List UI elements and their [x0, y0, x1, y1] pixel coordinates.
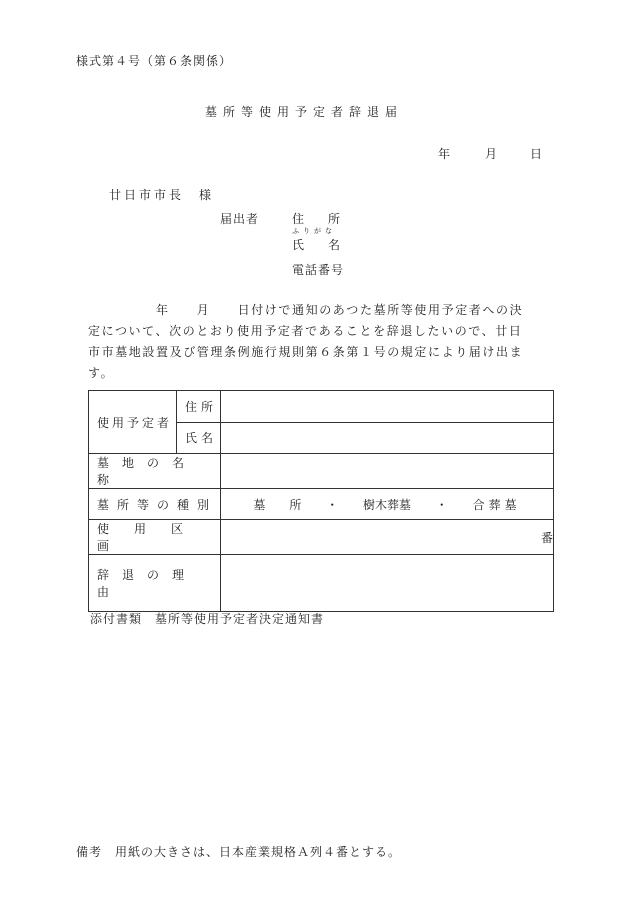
addressee: 廿日市市長 様 — [109, 188, 215, 202]
user-address-field[interactable] — [221, 391, 554, 423]
type-option-grave[interactable]: 墓 所 — [253, 497, 302, 512]
submitter-label: 届出者 — [220, 212, 260, 226]
remarks-note: 備考 用紙の大きさは、日本産業規格Ａ列４番とする。 — [76, 845, 402, 859]
body-line-2: 定について、次のとおり使用予定者であることを辞退したいので、廿日 — [88, 324, 523, 338]
submitter-name-label: 氏 名 — [292, 238, 341, 252]
page-title: 墓所等使用予定者辞退届 — [205, 105, 404, 119]
name-furigana: ふりがな — [292, 227, 336, 235]
body-line-3: 市市墓地設置及び管理条例施行規則第６条第１号の規定により届け出ま — [88, 345, 524, 359]
body-line-1: 年 月 日付けで通知のあつた墓所等使用予定者への決 — [88, 303, 524, 317]
table-row — [89, 555, 554, 612]
section-suffix: 番 — [540, 530, 553, 545]
user-name-label: 氏名 — [185, 431, 218, 446]
section-label-cell — [89, 520, 221, 555]
reason-label-cell — [89, 555, 221, 612]
cemetery-name-field[interactable] — [221, 454, 554, 489]
date-year: 年 — [438, 147, 451, 161]
table-row — [89, 489, 554, 520]
user-label: 使用予定者 — [97, 415, 173, 430]
date-month: 月 — [485, 147, 498, 161]
type-separator: ・ — [326, 497, 339, 512]
body-line-4: す。 — [88, 366, 115, 380]
body-paragraph — [88, 300, 558, 384]
table-row — [89, 391, 554, 423]
user-address-label-cell — [177, 391, 221, 423]
type-separator: ・ — [435, 497, 448, 512]
type-label-cell — [89, 489, 221, 520]
table-row — [89, 520, 554, 555]
type-option-joint-burial[interactable]: 合葬墓 — [472, 497, 521, 512]
reason-field[interactable] — [221, 555, 554, 612]
user-name-label-cell — [177, 422, 221, 454]
form-table — [88, 390, 554, 612]
table-row — [89, 454, 554, 489]
type-option-tree-burial[interactable]: 樹木葬墓 — [362, 497, 411, 512]
section-field[interactable] — [221, 520, 554, 555]
user-label-cell — [89, 391, 177, 454]
submitter-address-label: 住 所 — [292, 212, 341, 226]
type-label: 墓所等の種別 — [97, 497, 218, 512]
date-line — [438, 145, 542, 162]
user-name-field[interactable] — [221, 422, 554, 454]
section-label: 使用区画 — [97, 522, 209, 553]
cemetery-name-label-cell — [89, 454, 221, 489]
attachment-note: 添付書類 墓所等使用予定者決定通知書 — [90, 612, 325, 626]
submitter-phone-label: 電話番号 — [292, 263, 345, 277]
user-address-label: 住所 — [185, 399, 218, 414]
date-day: 日 — [530, 147, 543, 161]
cemetery-name-label: 墓地の名称 — [97, 456, 198, 487]
type-options-cell — [221, 489, 554, 520]
form-number: 様式第４号（第６条関係） — [76, 54, 233, 68]
reason-label: 辞退の理由 — [97, 568, 198, 599]
